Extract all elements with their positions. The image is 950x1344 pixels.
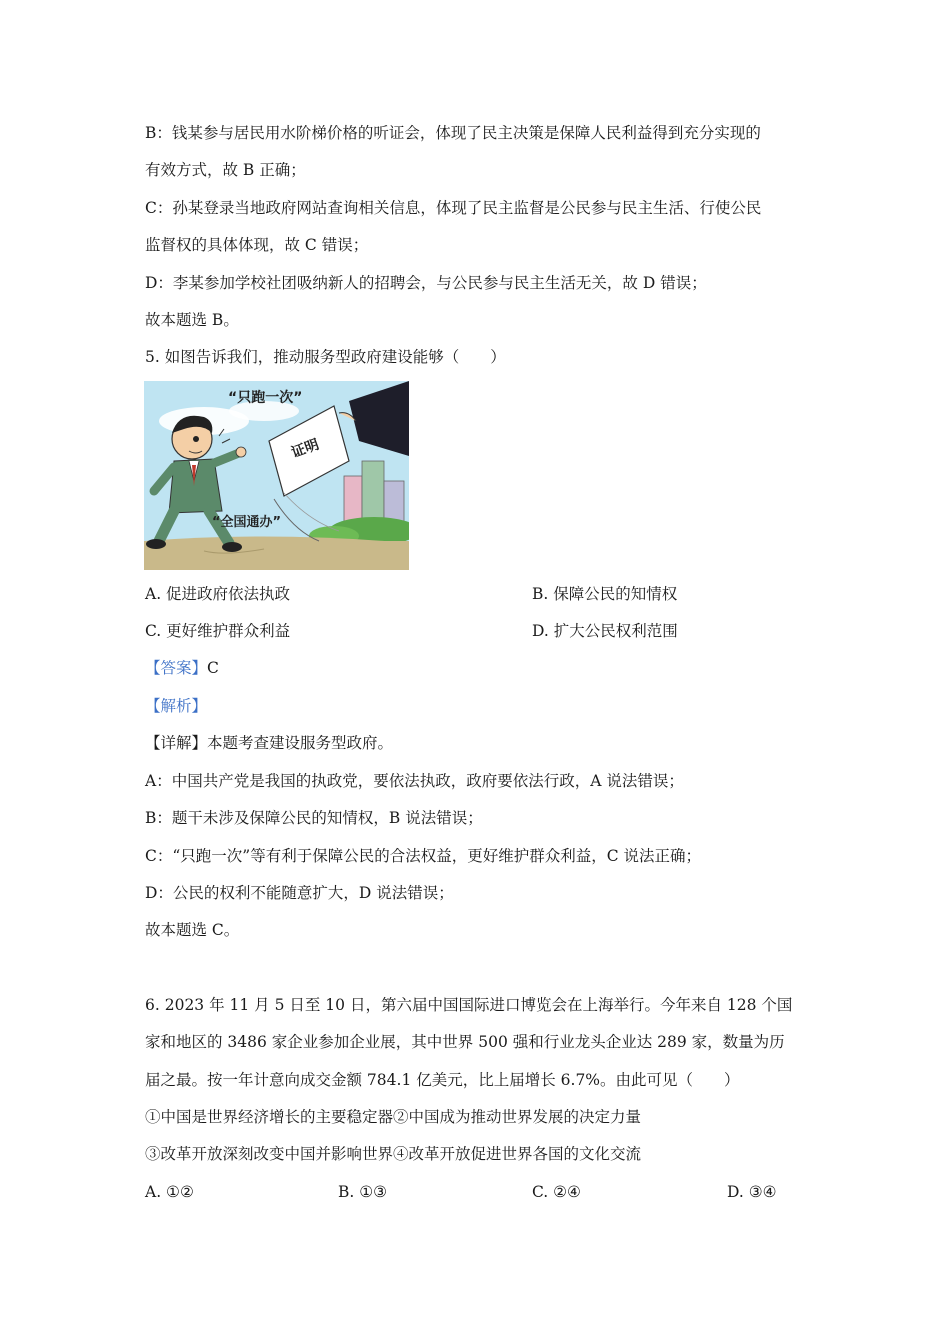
analysis-tag: 【解析】: [145, 697, 208, 715]
prev-option-c-analysis: C：孙某登录当地政府网站查询相关信息，体现了民主监督是公民参与民主生活、行使公民: [145, 199, 762, 217]
prev-option-b-analysis-cont: 有效方式，故 B 正确；: [145, 161, 306, 179]
q5-option-a: A. 促进政府依法执政: [145, 585, 291, 603]
q6-stem-line-3: 届之最。按一年计意向成交金额 784.1 亿美元，比上届增长 6.7%。由此可见（ ）: [145, 1071, 740, 1089]
q6-stem-line-2: 家和地区的 3486 家企业参加企业展，其中世界 500 强和行业龙头企业达 289 家，数量为历: [145, 1033, 785, 1051]
q6-statements-1: ①中国是世界经济增长的主要稳定器②中国成为推动世界发展的决定力量: [145, 1108, 642, 1126]
q5-stem: 5. 如图告诉我们，推动服务型政府建设能够（ ）: [145, 348, 506, 366]
prev-option-c-analysis-cont: 监督权的具体体现，故 C 错误；: [145, 236, 369, 254]
q6-option-b: B. ①③: [338, 1183, 388, 1201]
q5-option-b: B. 保障公民的知情权: [532, 585, 678, 603]
q5-answer: [145, 657, 825, 679]
detail-text: 本题考查建设服务型政府。: [207, 734, 394, 752]
q6-statements-2: ③改革开放深刻改变中国并影响世界④改革开放促进世界各国的文化交流: [145, 1145, 642, 1163]
q5-detail: [145, 732, 825, 754]
q6-option-d: D. ③④: [727, 1183, 777, 1201]
q6-option-c: C. ②④: [532, 1183, 581, 1201]
cartoon-caption-top: “只跑一次”: [228, 390, 303, 406]
q5-cartoon-image: [144, 381, 409, 570]
cartoon-caption-bottom: “全国通办”: [212, 515, 282, 530]
cartoon-caption-document: 证明: [289, 436, 322, 462]
prev-conclusion: 故本题选 B。: [145, 311, 239, 329]
q6-option-a: A. ①②: [145, 1183, 194, 1201]
prev-option-b-analysis: B：钱某参与居民用水阶梯价格的听证会，体现了民主决策是保障人民利益得到充分实现的: [145, 124, 761, 142]
answer-value: C: [207, 659, 219, 677]
q5-option-c: C. 更好维护群众利益: [145, 622, 291, 640]
q5-analysis-d: D：公民的权利不能随意扩大，D 说法错误；: [145, 884, 454, 902]
q6-stem-line-1: 6. 2023 年 11 月 5 日至 10 日，第六届中国国际进口博览会在上海举行。今年来自 128 个国: [145, 996, 793, 1014]
q5-analysis-c: C：“只跑一次”等有利于保障公民的合法权益，更好维护群众利益，C 说法正确；: [145, 847, 701, 865]
detail-tag: 【详解】: [145, 734, 208, 752]
q5-analysis-heading: [145, 695, 825, 717]
q5-analysis-a: A：中国共产党是我国的执政党，要依法执政，政府要依法行政，A 说法错误；: [145, 772, 684, 790]
q5-option-d: D. 扩大公民权利范围: [532, 622, 678, 640]
q5-analysis-b: B：题干未涉及保障公民的知情权，B 说法错误；: [145, 809, 483, 827]
answer-tag: 【答案】: [145, 659, 208, 677]
q5-conclusion: 故本题选 C。: [145, 921, 240, 939]
prev-option-d-analysis: D：李某参加学校社团吸纳新人的招聘会，与公民参与民主生活无关，故 D 错误；: [145, 274, 707, 292]
